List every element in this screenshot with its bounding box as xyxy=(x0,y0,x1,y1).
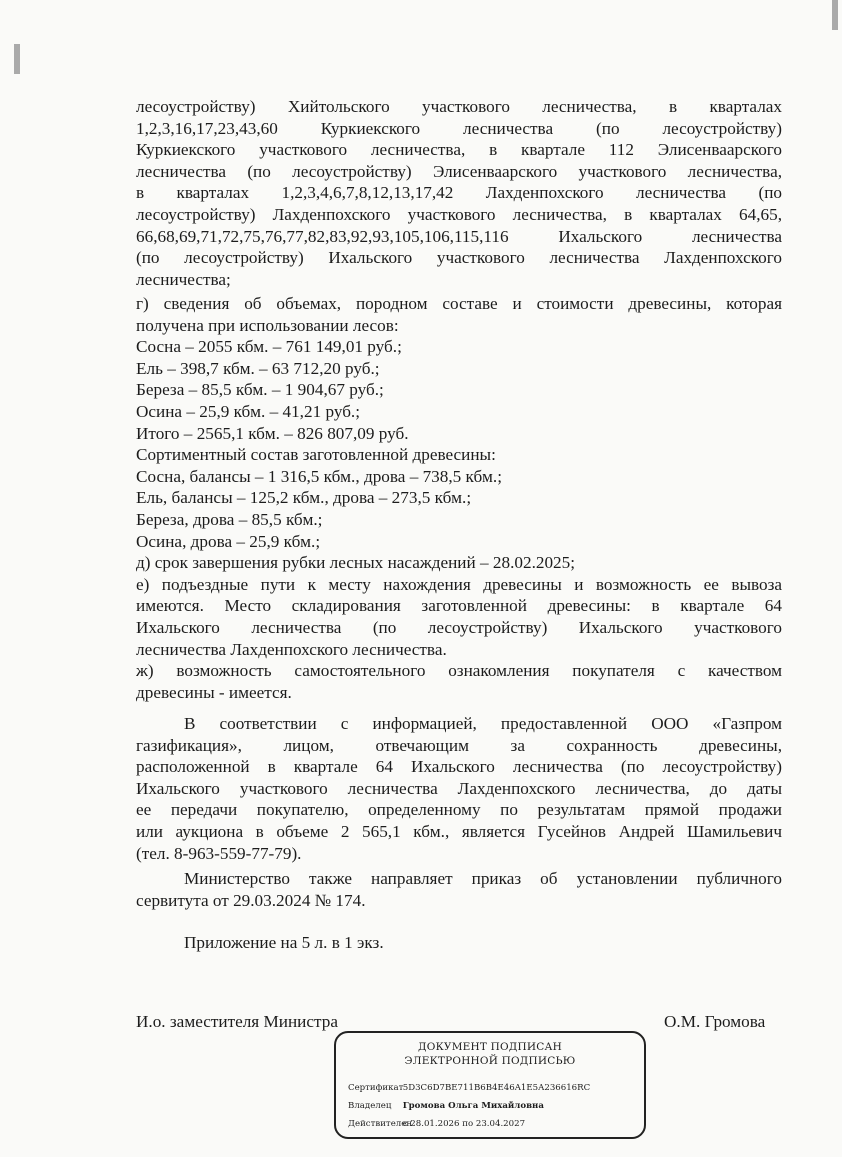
stamp-owner-row xyxy=(348,1101,544,1111)
paragraph-ministry xyxy=(136,868,782,911)
text-line: расположенной в квартале 64 Ихальского лесничества (по лесоустройству) xyxy=(136,757,782,777)
text-line: 1,2,3,16,17,23,43,60 Куркиекского лесничества (по лесоустройству) xyxy=(136,118,782,138)
assortment-line: Осина, дрова – 25,9 кбм.; xyxy=(136,531,321,551)
signatory-position: И.о. заместителя Министра xyxy=(136,1012,338,1031)
text-line: (тел. 8-963-559-77-79). xyxy=(136,843,302,863)
stamp-valid-row xyxy=(348,1119,525,1129)
assortment-line: Береза, дрова – 85,5 кбм.; xyxy=(136,509,323,529)
paragraph-info xyxy=(136,713,782,864)
text-line: Ихальского участкового лесничества Лахденпохского лесничества, до даты xyxy=(136,778,782,798)
text-line: газификация», лицом, отвечающим за сохранность древесины, xyxy=(136,735,782,755)
assortment-line: Ель, балансы – 125,2 кбм., дрова – 273,5 кбм.; xyxy=(136,488,472,508)
text-line: лесоустройству) Лахденпохского участкового лесничества, в кварталах 64,65, xyxy=(136,204,782,224)
scan-mark xyxy=(832,0,838,30)
text-line: имеются. Место складирования заготовленной древесины: в квартале 64 xyxy=(136,596,782,616)
item-d: д) срок завершения рубки лесных насаждений – 28.02.2025; xyxy=(136,553,576,573)
text-line: сервитута от 29.03.2024 № 174. xyxy=(136,890,366,910)
volume-total: Итого – 2565,1 кбм. – 826 807,09 руб. xyxy=(136,423,409,443)
text-line: лесоустройству) Хийтольского участкового лесничества, в кварталах xyxy=(136,97,782,116)
text-line: получена при использовании лесов: xyxy=(136,315,399,335)
text-line: лесничества; xyxy=(136,269,231,289)
stamp-cert-value: 5D3C6D7BE711B6B4E46A1E5A236616RC xyxy=(402,1083,591,1093)
attachment-note xyxy=(136,932,782,954)
text-line: древесины - имеется. xyxy=(136,682,292,702)
text-line: е) подъездные пути к месту нахождения древесины и возможность ее вывоза xyxy=(136,574,782,594)
volume-line: Сосна – 2055 кбм. – 761 149,01 руб.; xyxy=(136,337,402,357)
text-line: лесничества Лахденпохского лесничества. xyxy=(136,639,447,659)
stamp-valid-value: с 28.01.2026 по 23.04.2027 xyxy=(402,1119,526,1129)
stamp-owner-value: Громова Ольга Михайловна xyxy=(402,1101,544,1111)
text-line: Министерство также направляет приказ об установлении публичного xyxy=(184,869,782,888)
text-line: В соответствии с информацией, предоставленной ООО «Газпром xyxy=(184,714,782,733)
stamp-valid-label: Действителен xyxy=(348,1119,413,1129)
text-line: лесничества (по лесоустройству) Элисенваарского участкового лесничества, xyxy=(136,161,782,181)
item-g xyxy=(136,293,782,703)
text-line: Куркиекского участкового лесничества, в квартале 112 Элисенваарского xyxy=(136,140,782,160)
stamp-title-line1: ДОКУМЕНТ ПОДПИСАН xyxy=(418,1041,562,1053)
stamp-certificate-row xyxy=(348,1083,590,1093)
signatory-name: О.М. Громова xyxy=(664,1012,766,1031)
volume-line: Ель – 398,7 кбм. – 63 712,20 руб.; xyxy=(136,358,380,378)
text-line: ж) возможность самостоятельного ознакомления покупателя с качеством xyxy=(136,661,782,681)
scan-mark xyxy=(14,44,20,74)
stamp-owner-label: Владелец xyxy=(348,1101,392,1111)
text-line: в кварталах 1,2,3,4,6,7,8,12,13,17,42 Лахденпохского лесничества (по xyxy=(136,183,782,203)
volume-line: Осина – 25,9 кбм. – 41,21 руб.; xyxy=(136,401,361,421)
text-line: 66,68,69,71,72,75,76,77,82,83,92,93,105,106,115,116 Ихальского лесничества xyxy=(136,226,782,246)
e-signature-stamp xyxy=(334,1031,646,1139)
text-line: г) сведения об объемах, породном составе и стоимости древесины, которая xyxy=(136,294,782,313)
paragraph-top xyxy=(136,96,782,290)
text-line: Приложение на 5 л. в 1 экз. xyxy=(184,933,384,952)
volume-line: Береза – 85,5 кбм. – 1 904,67 руб.; xyxy=(136,380,384,400)
text-line: Ихальского лесничества (по лесоустройству) Ихальского участкового xyxy=(136,617,782,637)
text-line: ее передачи покупателю, определенному по результатам прямой продажи xyxy=(136,800,782,820)
text-line: (по лесоустройству) Ихальского участкового лесничества Лахденпохского xyxy=(136,248,782,268)
stamp-title-line2: ЭЛЕКТРОННОЙ ПОДПИСЬЮ xyxy=(404,1055,576,1067)
assortment-line: Сосна, балансы – 1 316,5 кбм., дрова – 738,5 кбм.; xyxy=(136,466,503,486)
stamp-cert-label: Сертификат xyxy=(348,1083,404,1093)
text-line: или аукциона в объеме 2 565,1 кбм., является Гусейнов Андрей Шамильевич xyxy=(136,821,782,841)
assortment-title: Сортиментный состав заготовленной древесины: xyxy=(136,445,496,465)
